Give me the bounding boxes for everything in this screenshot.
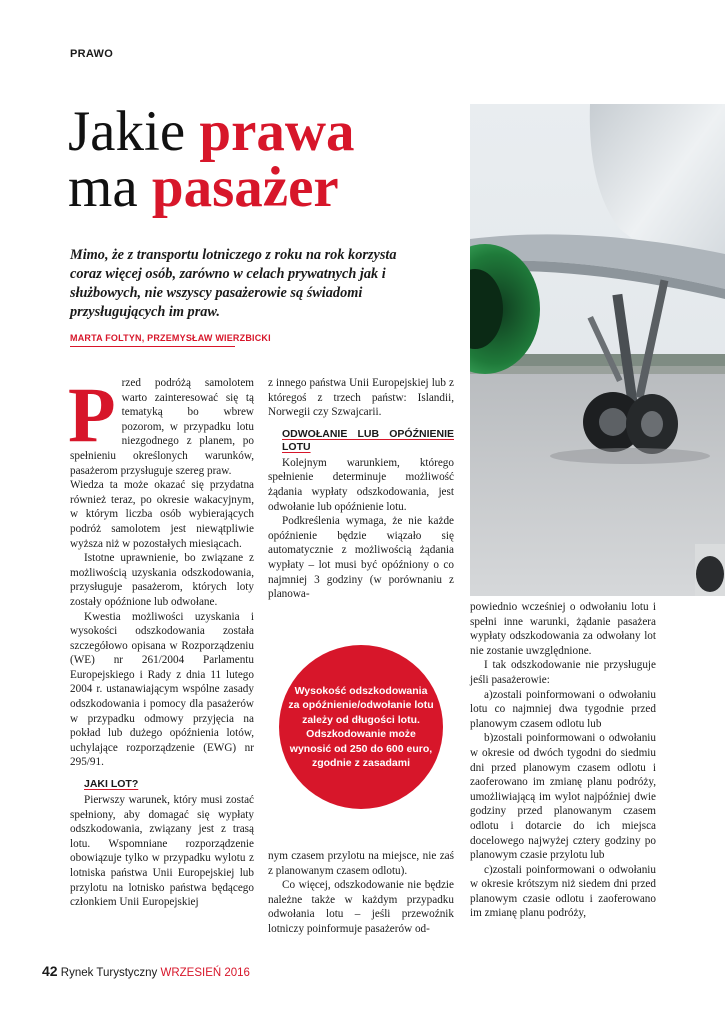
paragraph: Kwestia możliwości uzyskania i wysokości odszkodowania została szczegółowo opisana w Rozporządzeniu (WE) nr 261/2004 Parlamentu Europejskiego i Rady z dnia 11 lutego 2004 r. ustanawiającym wspólne zasady odszkodowania i pomocy dla pasażerów w przypadku odmowy przyjęcia na pokład lub dużego opóźnienia lotów, uchylające rozporządzenie (EWG) nr 295/91. <box>70 610 254 769</box>
paragraph: Co więcej, odszkodowanie nie będzie należne także w każdym przypadku odwołania lotu – jeśli przewoźnik lotniczy poinformuje pasażerów od- <box>268 879 454 935</box>
page-footer <box>42 963 250 979</box>
subheading-odwolanie: ODWOŁANIE LUB OPÓŹNIENIE LOTU <box>282 427 454 453</box>
title-line1-highlight: prawa <box>199 100 355 163</box>
paragraph: Istotne uprawnienie, bo związane z możliwością uzyskania odszkodowania, przysługuje pasażerom, których loty zostały opóźnione lub odwołane. <box>70 552 254 608</box>
list-item: a)zostali poinformowani o odwołaniu lotu co najmniej dwa tygodnie przed planowym czasem odlotu lub <box>470 688 656 730</box>
authors-underline <box>70 346 235 347</box>
text-column-2-bottom <box>268 849 454 937</box>
title-line1-plain: Jakie <box>68 100 200 163</box>
paragraph: z innego państwa Unii Europejskiej lub z któregoś z trzech państw: Islandii, Norwegii czy Szwajcarii. <box>268 377 454 419</box>
list-item: c)zostali poinformowani o odwołaniu w okresie krótszym niż siedem dni przed planowym czasie odlotu i zaoferowano im zmianę planu podróży, <box>470 863 656 920</box>
paragraph: powiednio wcześniej o odwołaniu lotu i spełni inne warunki, żądanie pasażera wypłaty odszkodowania za odwołany lot nie zostanie uwzględnione. <box>470 601 656 657</box>
paragraph: Wiedza ta może okazać się przydatna również teraz, po okresie wakacyjnym, w którym liczba osób wybierających podróż samolotem jest niewątpliwie wyższa niż w pozostałych miesiącach. <box>70 479 254 550</box>
page-number: 42 <box>42 963 58 979</box>
airplane-photo <box>470 104 725 596</box>
drop-cap: P <box>68 371 116 458</box>
paragraph: Podkreślenia wymaga, że nie każde opóźnienie będzie wiązało się automatycznie z możliwością żądania wypłaty – lot musi być opóźniony o co najmniej 3 godziny (w porównaniu z planowa- <box>268 515 454 601</box>
paragraph: nym czasem przylotu na miejsce, nie zaś z planowanym czasem odlotu). <box>268 850 454 877</box>
subheading-jaki-lot: JAKI LOT? <box>84 778 139 791</box>
list-item: b)zostali poinformowani o odwołaniu w okresie od dwóch tygodni do siedmiu dni przed planowym czasem odlotu i zaoferowano im zmianę planu podróży, umożliwiającą im wylot najpóźniej dwie godziny przed planowanym czasem odlotu i dotarcie do ich miejsca docelowego najwyżej cztery godziny po planowym czasie przylotu lub <box>470 732 656 862</box>
section-label: PRAWO <box>70 48 114 60</box>
callout-circle <box>279 645 443 809</box>
paragraph: rzed podróżą samolotem warto zainteresować się tą tematyką bo wbrew pozorom, w przypadku lotu niezgodnego z planem, po spełnieniu określonych warunków, pasażerom przysługuje szereg praw. <box>70 377 254 477</box>
article-lead: Mimo, że z transportu lotniczego z roku na rok korzysta coraz więcej osób, zarówno w celach prywatnych jak i służbowych, nie wszyscy pasażerowie są świadomi przysługujących im praw. <box>70 247 397 320</box>
article-authors: MARTA FOLTYN, PRZEMYSŁAW WIERZBICKI <box>70 333 271 343</box>
issue-date: WRZESIEŃ 2016 <box>160 967 250 979</box>
title-line2-highlight: pasażer <box>151 156 339 219</box>
title-line2-plain: ma <box>68 156 152 219</box>
magazine-name: Rynek Turystyczny <box>60 967 158 979</box>
paragraph: Pierwszy warunek, który musi zostać spełniony, aby domagać się wypłaty odszkodowania, związany jest z trasą lotu. Wspomniane rozporządzenie obowiązuje tylko w przypadku wylotu z lotniska państwa Unii Europejskiej lub przylotu na lotnisko państwa będącego członkiem Unii Europejskiej <box>70 794 254 909</box>
paragraph: Kolejnym warunkiem, którego spełnienie determinuje możliwość żądania wypłaty odszkodowania, jest odwołanie lub opóźnienie lotu. <box>268 456 454 513</box>
text-column-1 <box>68 371 254 910</box>
paragraph: I tak odszkodowanie nie przysługuje jeśli pasażerowie: <box>470 659 656 686</box>
text-column-2-top <box>268 376 454 602</box>
article-title <box>68 100 355 219</box>
callout-text: Wysokość odszkodowania za opóźnienie/odwołanie lotu zależy od długości lotu. Odszkodowanie może wynosić od 250 do 600 euro, zgodnie z zasadami <box>288 684 434 769</box>
text-column-3 <box>470 600 656 921</box>
